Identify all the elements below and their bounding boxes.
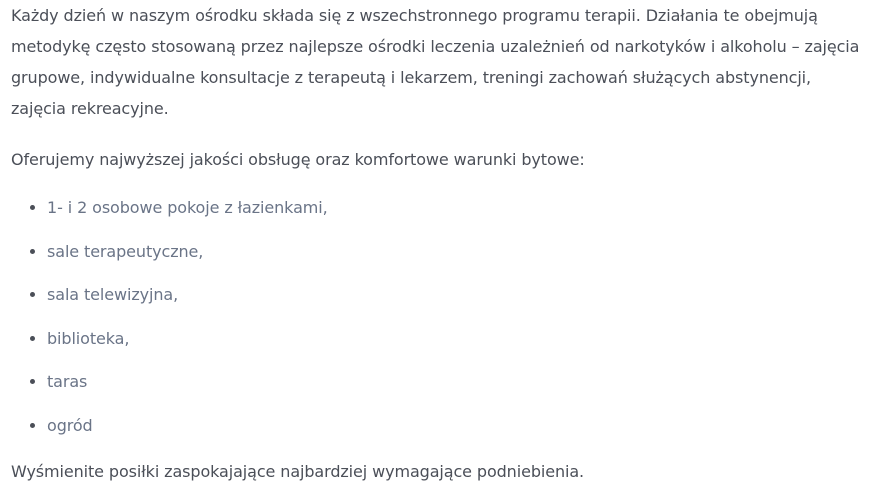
list-item — [11, 192, 328, 236]
list-item-label: biblioteka, — [47, 328, 130, 348]
bullet-icon — [30, 423, 35, 428]
meals-paragraph: Wyśmienite posiłki zaspokajające najbardziej wymagające podniebienia. — [11, 462, 585, 481]
list-item-label: sala telewizyjna, — [47, 285, 179, 304]
bullet-icon — [30, 292, 35, 297]
bullet-icon — [30, 336, 35, 341]
list-item-label: 1- i 2 osobowe pokoje z łazienkami, — [47, 198, 328, 217]
amenities-list — [11, 192, 328, 453]
list-item-label: taras — [47, 372, 88, 391]
intro-paragraph: Każdy dzień w naszym ośrodku składa się z wszechstronnego programu terapii. Działania te obejmują metodykę często stosowaną przez najlepsze ośrodki leczenia uzależnień od narkotyków i alkoholu – zajęcia grupowe, indywidualne konsultacje z terapeutą i lekarzem, treningi zachowań służących abstynencji, zajęcia rekreacyjne. — [11, 6, 860, 118]
list-item — [11, 410, 328, 454]
bullet-icon — [30, 249, 35, 254]
list-item — [11, 236, 328, 280]
bullet-icon — [30, 205, 35, 210]
list-item-label: sale terapeutyczne, — [47, 241, 204, 261]
list-item — [11, 279, 328, 323]
list-item-label: ogród — [47, 415, 93, 435]
bullet-icon — [30, 379, 35, 384]
offer-paragraph: Oferujemy najwyższej jakości obsługę oraz komfortowe warunki bytowe: — [11, 150, 585, 169]
list-item — [11, 366, 328, 410]
list-item — [11, 323, 328, 367]
